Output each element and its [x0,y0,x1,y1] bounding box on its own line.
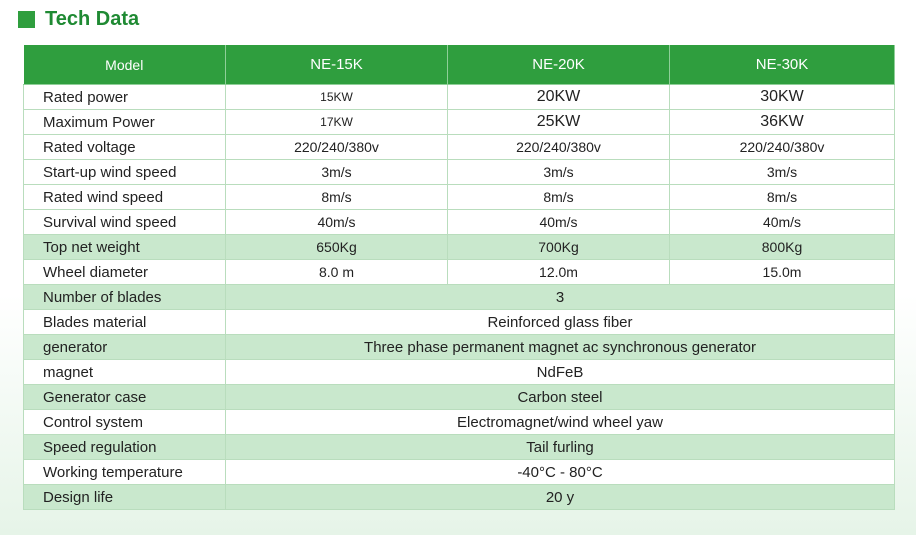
table-row [24,235,895,260]
cell-value: 220/240/380v [670,135,895,160]
cell-value: 17KW [226,110,448,135]
table-row [24,110,895,135]
row-label: Rated power [24,85,226,110]
cell-value: 700Kg [448,235,670,260]
table-row [24,460,895,485]
table-row [24,410,895,435]
cell-value: 3m/s [226,160,448,185]
row-label: Working temperature [24,460,226,485]
section-marker-icon [18,11,35,28]
section-header [18,6,139,32]
table-header-row [24,45,895,85]
cell-value-shared: 3 [226,285,895,310]
cell-value-shared: NdFeB [226,360,895,385]
table-row [24,260,895,285]
table-row [24,210,895,235]
cell-value: 3m/s [670,160,895,185]
cell-value: 8.0 m [226,260,448,285]
cell-value: 40m/s [226,210,448,235]
table-row [24,160,895,185]
table-row [24,185,895,210]
row-label: Maximum Power [24,110,226,135]
cell-value: 20KW [448,85,670,110]
table-row [24,310,895,335]
cell-value-shared: Reinforced glass fiber [226,310,895,335]
cell-value: 8m/s [670,185,895,210]
column-header-model: Model [24,45,226,85]
row-label: Blades material [24,310,226,335]
cell-value: 650Kg [226,235,448,260]
row-label: Wheel diameter [24,260,226,285]
cell-value: 40m/s [670,210,895,235]
table-row [24,435,895,460]
cell-value: 220/240/380v [226,135,448,160]
cell-value-shared: Carbon steel [226,385,895,410]
cell-value-shared: 20 y [226,485,895,510]
table-row [24,360,895,385]
table-row [24,285,895,310]
tech-data-table [23,45,895,510]
column-header-ne20k: NE-20K [448,45,670,85]
table-row [24,335,895,360]
row-label: Generator case [24,385,226,410]
column-header-ne15k: NE-15K [226,45,448,85]
table-row [24,485,895,510]
cell-value: 15KW [226,85,448,110]
column-header-ne30k: NE-30K [670,45,895,85]
row-label: Design life [24,485,226,510]
section-title: Tech Data [45,7,140,30]
cell-value-shared: Tail furling [226,435,895,460]
cell-value-shared: -40°C - 80°C [226,460,895,485]
cell-value: 36KW [670,110,895,135]
cell-value: 12.0m [448,260,670,285]
cell-value-shared: Electromagnet/wind wheel yaw [226,410,895,435]
cell-value: 220/240/380v [448,135,670,160]
row-label: generator [24,335,226,360]
row-label: Control system [24,410,226,435]
row-label: Rated voltage [24,135,226,160]
cell-value: 30KW [670,85,895,110]
row-label: Start-up wind speed [24,160,226,185]
table-row [24,385,895,410]
table-row [24,135,895,160]
cell-value: 3m/s [448,160,670,185]
cell-value: 8m/s [448,185,670,210]
cell-value: 8m/s [226,185,448,210]
table-row [24,85,895,110]
row-label: Rated wind speed [24,185,226,210]
cell-value-shared: Three phase permanent magnet ac synchronous generator [226,335,895,360]
row-label: Survival wind speed [24,210,226,235]
row-label: Number of blades [24,285,226,310]
cell-value: 40m/s [448,210,670,235]
row-label: Speed regulation [24,435,226,460]
row-label: magnet [24,360,226,385]
row-label: Top net weight [24,235,226,260]
cell-value: 15.0m [670,260,895,285]
cell-value: 800Kg [670,235,895,260]
cell-value: 25KW [448,110,670,135]
